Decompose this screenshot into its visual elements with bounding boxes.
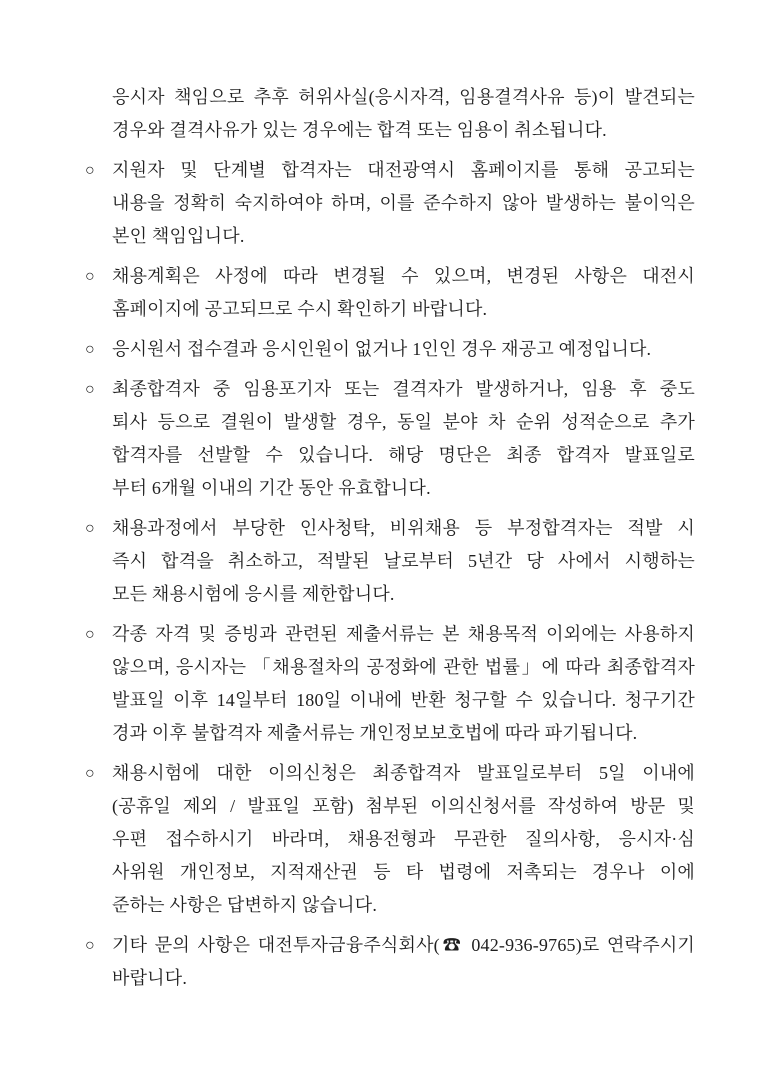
text-line: 기타 문의 사항은 대전투자금융주식회사(☎ 042-936-9765)로 연락주시기 [112, 935, 695, 955]
notice-item [85, 154, 695, 253]
bullet-marker: ○ [85, 520, 95, 537]
paragraph [112, 618, 695, 750]
notice-body [85, 81, 695, 995]
text-line: 채용시험에 대한 이의신청은 최종합격자 발표일로부터 5일 이내에 [112, 763, 695, 783]
text-line: 바랍니다. [112, 968, 188, 988]
text-line: 부터 6개월 이내의 기간 동안 유효합니다. [112, 478, 431, 498]
paragraph [112, 512, 695, 611]
text-line: 채용과정에서 부당한 인사청탁, 비위채용 등 부정합격자는 적발 시 [112, 518, 695, 538]
text-line: 홈페이지에 공고되므로 수시 확인하기 바랍니다. [112, 299, 488, 319]
text-line: 준하는 사항은 답변하지 않습니다. [112, 895, 378, 915]
text-line: 퇴사 등으로 결원이 발생할 경우, 동일 분야 차 순위 성적순으로 추가 [112, 412, 695, 432]
text-line: 않으며, 응시자는 「채용절차의 공정화에 관한 법률」에 따라 최종합격자 [112, 657, 695, 677]
bullet-marker: ○ [85, 268, 95, 285]
text-line: 내용을 정확히 숙지하여야 하며, 이를 준수하지 않아 발생하는 불이익은 [112, 193, 695, 213]
text-line: 합격자를 선발할 수 있습니다. 해당 명단은 최종 합격자 발표일로 [112, 445, 695, 465]
text-line: 지원자 및 단계별 합격자는 대전광역시 홈페이지를 통해 공고되는 [112, 160, 695, 180]
notice-item [85, 929, 695, 995]
paragraph [112, 333, 695, 366]
bullet-marker: ○ [85, 162, 95, 179]
text-line: 최종합격자 중 임용포기자 또는 결격자가 발생하거나, 임용 후 중도 [112, 379, 695, 399]
paragraph [112, 154, 695, 253]
text-line: 경과 이후 불합격자 제출서류는 개인정보보호법에 따라 파기됩니다. [112, 723, 638, 743]
notice-item [85, 333, 695, 366]
paragraph [112, 81, 695, 147]
bullet-marker: ○ [85, 937, 95, 954]
text-line: 본인 책임입니다. [112, 226, 245, 246]
text-line: 각종 자격 및 증빙과 관련된 제출서류는 본 채용목적 이외에는 사용하지 [112, 624, 695, 644]
notice-item [85, 260, 695, 326]
text-line: 응시자 책임으로 추후 허위사실(응시자격, 임용결격사유 등)이 발견되는 [112, 87, 695, 107]
bullet-marker: ○ [85, 626, 95, 643]
text-line: 사위원 개인정보, 지적재산권 등 타 법령에 저촉되는 경우나 이에 [112, 862, 695, 882]
notice-item [85, 618, 695, 750]
paragraph [112, 929, 695, 995]
notice-item [85, 757, 695, 922]
text-line: 응시원서 접수결과 응시인원이 없거나 1인인 경우 재공고 예정입니다. [112, 339, 652, 359]
text-line: 모든 채용시험에 응시를 제한합니다. [112, 584, 395, 604]
text-line: 채용계획은 사정에 따라 변경될 수 있으며, 변경된 사항은 대전시 [112, 266, 695, 286]
paragraph [112, 373, 695, 505]
bullet-marker: ○ [85, 765, 95, 782]
paragraph [112, 260, 695, 326]
notice-item [85, 81, 695, 147]
notice-item [85, 512, 695, 611]
bullet-marker: ○ [85, 341, 95, 358]
text-line: 경우와 결격사유가 있는 경우에는 합격 또는 임용이 취소됩니다. [112, 120, 607, 140]
text-line: (공휴일 제외 / 발표일 포함) 첨부된 이의신청서를 작성하여 방문 및 [112, 796, 695, 816]
text-line: 발표일 이후 14일부터 180일 이내에 반환 청구할 수 있습니다. 청구기간 [112, 690, 695, 710]
notice-item [85, 373, 695, 505]
text-line: 즉시 합격을 취소하고, 적발된 날로부터 5년간 당 사에서 시행하는 [112, 551, 695, 571]
paragraph [112, 757, 695, 922]
text-line: 우편 접수하시기 바라며, 채용전형과 무관한 질의사항, 응시자·심 [112, 829, 695, 849]
bullet-marker: ○ [85, 381, 95, 398]
